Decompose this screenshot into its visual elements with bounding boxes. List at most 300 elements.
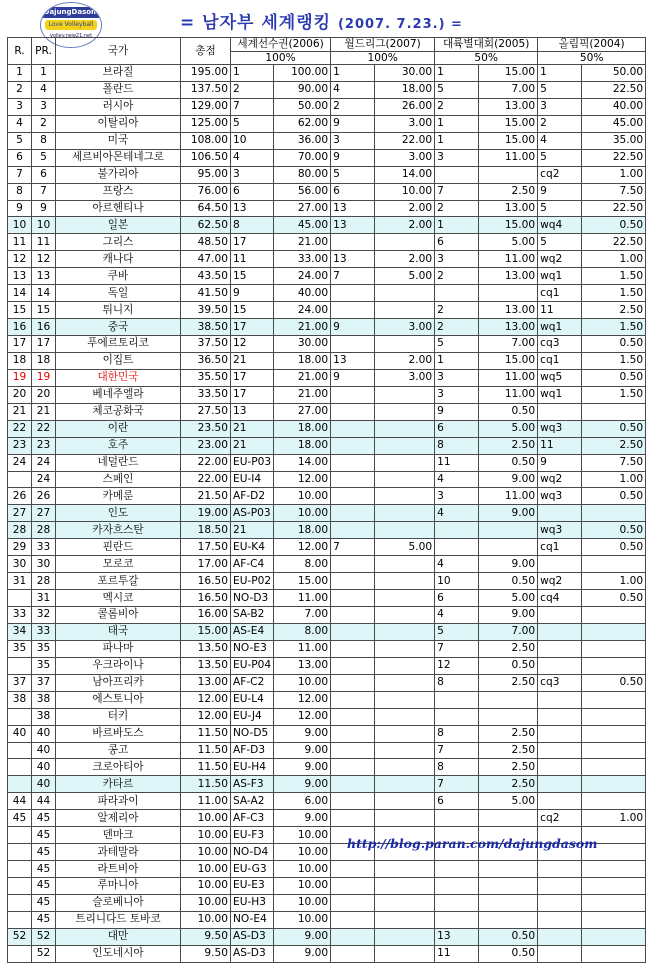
cc-place-cell bbox=[435, 166, 479, 183]
total-points-cell: 37.50 bbox=[181, 336, 231, 353]
og-points-cell: 35.00 bbox=[582, 132, 646, 149]
prev-rank-cell: 38 bbox=[32, 691, 56, 708]
wc-place-cell: 5 bbox=[231, 115, 274, 132]
cc-place-cell: 13 bbox=[435, 928, 479, 945]
wl-points-cell bbox=[375, 742, 435, 759]
ranking-table-body bbox=[8, 65, 646, 963]
wc-points-cell: 62.00 bbox=[274, 115, 331, 132]
table-row bbox=[8, 98, 646, 115]
og-points-cell bbox=[582, 928, 646, 945]
wl-place-cell bbox=[331, 471, 375, 488]
wc-points-cell: 100.00 bbox=[274, 65, 331, 82]
wc-place-cell: 17 bbox=[231, 319, 274, 336]
og-points-cell bbox=[582, 691, 646, 708]
wl-points-cell: 2.00 bbox=[375, 217, 435, 234]
wc-points-cell: 18.00 bbox=[274, 420, 331, 437]
og-place-cell: wq2 bbox=[538, 573, 582, 590]
wc-place-cell: AF-D2 bbox=[231, 488, 274, 505]
wc-place-cell: EU-P04 bbox=[231, 657, 274, 674]
prev-rank-cell: 44 bbox=[32, 793, 56, 810]
cc-place-cell bbox=[435, 691, 479, 708]
wl-place-cell bbox=[331, 793, 375, 810]
wc-place-cell: NO-E3 bbox=[231, 640, 274, 657]
cc-points-cell: 2.50 bbox=[479, 437, 538, 454]
table-row bbox=[8, 302, 646, 319]
wc-points-cell: 24.00 bbox=[274, 302, 331, 319]
table-row bbox=[8, 217, 646, 234]
wl-points-cell bbox=[375, 386, 435, 403]
total-points-cell: 125.00 bbox=[181, 115, 231, 132]
wl-points-cell: 2.00 bbox=[375, 352, 435, 369]
og-points-cell: 0.50 bbox=[582, 674, 646, 691]
og-points-cell: 22.50 bbox=[582, 200, 646, 217]
cc-points-cell: 0.50 bbox=[479, 403, 538, 420]
country-cell: 튀니지 bbox=[56, 302, 181, 319]
cc-points-cell: 15.00 bbox=[479, 217, 538, 234]
cc-place-cell: 3 bbox=[435, 386, 479, 403]
cc-place-cell: 1 bbox=[435, 352, 479, 369]
table-row bbox=[8, 640, 646, 657]
og-place-cell: cq3 bbox=[538, 336, 582, 353]
total-points-cell: 48.50 bbox=[181, 234, 231, 251]
prev-rank-cell: 24 bbox=[32, 454, 56, 471]
wc-place-cell: 1 bbox=[231, 65, 274, 82]
cc-points-cell: 15.00 bbox=[479, 132, 538, 149]
wc-points-cell: 6.00 bbox=[274, 793, 331, 810]
cc-points-cell bbox=[479, 861, 538, 878]
cc-place-cell bbox=[435, 911, 479, 928]
wl-place-cell bbox=[331, 861, 375, 878]
wl-points-cell: 10.00 bbox=[375, 183, 435, 200]
table-row bbox=[8, 336, 646, 353]
country-cell: 카자흐스탄 bbox=[56, 522, 181, 539]
wc-points-cell: 33.00 bbox=[274, 251, 331, 268]
wc-points-cell: 21.00 bbox=[274, 386, 331, 403]
rank-cell bbox=[8, 945, 32, 962]
wl-place-cell bbox=[331, 336, 375, 353]
wl-place-cell bbox=[331, 911, 375, 928]
og-place-cell bbox=[538, 911, 582, 928]
wc-points-cell: 12.00 bbox=[274, 708, 331, 725]
cc-place-cell: 1 bbox=[435, 132, 479, 149]
cc-points-cell: 0.50 bbox=[479, 945, 538, 962]
cc-place-cell: 9 bbox=[435, 403, 479, 420]
logo-middle-text: Love Volleyball bbox=[45, 20, 97, 30]
wc-place-cell: 17 bbox=[231, 386, 274, 403]
og-place-cell: cq1 bbox=[538, 539, 582, 556]
country-cell: 아르헨티나 bbox=[56, 200, 181, 217]
table-row bbox=[8, 132, 646, 149]
table-row bbox=[8, 454, 646, 471]
wl-points-cell: 3.00 bbox=[375, 369, 435, 386]
wl-place-cell: 1 bbox=[331, 65, 375, 82]
cc-place-cell: 3 bbox=[435, 488, 479, 505]
total-points-cell: 43.50 bbox=[181, 268, 231, 285]
wl-points-cell: 30.00 bbox=[375, 65, 435, 82]
og-place-cell bbox=[538, 623, 582, 640]
header-olympics: 올림픽(2004) bbox=[538, 38, 646, 52]
og-points-cell: 7.50 bbox=[582, 454, 646, 471]
wc-place-cell: EU-E3 bbox=[231, 878, 274, 895]
rank-cell: 16 bbox=[8, 319, 32, 336]
cc-place-cell: 6 bbox=[435, 420, 479, 437]
wc-points-cell: 10.00 bbox=[274, 505, 331, 522]
wl-points-cell bbox=[375, 674, 435, 691]
og-place-cell: wq2 bbox=[538, 471, 582, 488]
og-place-cell bbox=[538, 861, 582, 878]
prev-rank-cell: 52 bbox=[32, 945, 56, 962]
table-row bbox=[8, 674, 646, 691]
og-place-cell: 5 bbox=[538, 234, 582, 251]
wl-place-cell bbox=[331, 573, 375, 590]
wl-place-cell bbox=[331, 691, 375, 708]
og-points-cell: 1.50 bbox=[582, 352, 646, 369]
table-row bbox=[8, 776, 646, 793]
prev-rank-cell: 18 bbox=[32, 352, 56, 369]
prev-rank-cell: 45 bbox=[32, 810, 56, 827]
cc-points-cell: 5.00 bbox=[479, 420, 538, 437]
prev-rank-cell: 7 bbox=[32, 183, 56, 200]
og-place-cell: wq4 bbox=[538, 217, 582, 234]
table-row bbox=[8, 742, 646, 759]
prev-rank-cell: 12 bbox=[32, 251, 56, 268]
country-cell: 베네주엘라 bbox=[56, 386, 181, 403]
og-place-cell: 1 bbox=[538, 65, 582, 82]
rank-cell bbox=[8, 471, 32, 488]
total-points-cell: 21.50 bbox=[181, 488, 231, 505]
country-cell: 프랑스 bbox=[56, 183, 181, 200]
wc-points-cell: 9.00 bbox=[274, 759, 331, 776]
wc-place-cell: 21 bbox=[231, 522, 274, 539]
rank-cell: 8 bbox=[8, 183, 32, 200]
total-points-cell: 62.50 bbox=[181, 217, 231, 234]
prev-rank-cell: 40 bbox=[32, 742, 56, 759]
table-row bbox=[8, 810, 646, 827]
wl-place-cell bbox=[331, 742, 375, 759]
total-points-cell: 10.00 bbox=[181, 827, 231, 844]
rank-cell: 3 bbox=[8, 98, 32, 115]
wl-points-cell bbox=[375, 640, 435, 657]
header-og-weight: 50% bbox=[538, 52, 646, 65]
total-points-cell: 95.00 bbox=[181, 166, 231, 183]
wc-place-cell: NO-E4 bbox=[231, 911, 274, 928]
country-cell: 체코공화국 bbox=[56, 403, 181, 420]
table-row bbox=[8, 691, 646, 708]
prev-rank-cell: 24 bbox=[32, 471, 56, 488]
cc-place-cell: 7 bbox=[435, 742, 479, 759]
cc-points-cell bbox=[479, 810, 538, 827]
wc-points-cell: 40.00 bbox=[274, 285, 331, 302]
prev-rank-cell: 23 bbox=[32, 437, 56, 454]
cc-points-cell: 13.00 bbox=[479, 200, 538, 217]
wc-points-cell: 45.00 bbox=[274, 217, 331, 234]
prev-rank-cell: 17 bbox=[32, 336, 56, 353]
wc-points-cell: 27.00 bbox=[274, 200, 331, 217]
cc-points-cell: 0.50 bbox=[479, 454, 538, 471]
wl-place-cell: 5 bbox=[331, 166, 375, 183]
wc-points-cell: 50.00 bbox=[274, 98, 331, 115]
wc-points-cell: 36.00 bbox=[274, 132, 331, 149]
og-place-cell bbox=[538, 759, 582, 776]
total-points-cell: 17.00 bbox=[181, 556, 231, 573]
cc-place-cell: 8 bbox=[435, 437, 479, 454]
total-points-cell: 33.50 bbox=[181, 386, 231, 403]
wl-points-cell: 22.00 bbox=[375, 132, 435, 149]
total-points-cell: 16.50 bbox=[181, 590, 231, 607]
rank-cell: 29 bbox=[8, 539, 32, 556]
cc-place-cell: 11 bbox=[435, 945, 479, 962]
country-cell: 카타르 bbox=[56, 776, 181, 793]
prev-rank-cell: 16 bbox=[32, 319, 56, 336]
country-cell: 캐나다 bbox=[56, 251, 181, 268]
og-points-cell: 40.00 bbox=[582, 98, 646, 115]
og-place-cell: wq1 bbox=[538, 268, 582, 285]
total-points-cell: 16.50 bbox=[181, 573, 231, 590]
table-row bbox=[8, 928, 646, 945]
country-cell: 브라질 bbox=[56, 65, 181, 82]
og-place-cell bbox=[538, 607, 582, 624]
prev-rank-cell: 37 bbox=[32, 674, 56, 691]
wl-place-cell bbox=[331, 810, 375, 827]
country-cell: 쿠바 bbox=[56, 268, 181, 285]
cc-place-cell: 2 bbox=[435, 200, 479, 217]
og-points-cell: 0.50 bbox=[582, 488, 646, 505]
table-row bbox=[8, 369, 646, 386]
country-cell: 중국 bbox=[56, 319, 181, 336]
cc-points-cell: 7.00 bbox=[479, 81, 538, 98]
wc-place-cell: AS-D3 bbox=[231, 945, 274, 962]
wl-place-cell: 9 bbox=[331, 319, 375, 336]
total-points-cell: 10.00 bbox=[181, 844, 231, 861]
country-cell: 크로아티아 bbox=[56, 759, 181, 776]
cc-points-cell: 0.50 bbox=[479, 657, 538, 674]
rank-cell: 40 bbox=[8, 725, 32, 742]
og-points-cell bbox=[582, 657, 646, 674]
ranking-table bbox=[7, 37, 646, 963]
wc-points-cell: 56.00 bbox=[274, 183, 331, 200]
table-row bbox=[8, 149, 646, 166]
wl-points-cell bbox=[375, 234, 435, 251]
wc-place-cell: 2 bbox=[231, 81, 274, 98]
wc-place-cell: 15 bbox=[231, 302, 274, 319]
wl-place-cell bbox=[331, 285, 375, 302]
wl-place-cell: 13 bbox=[331, 217, 375, 234]
wc-place-cell: 4 bbox=[231, 149, 274, 166]
table-row bbox=[8, 861, 646, 878]
table-row bbox=[8, 471, 646, 488]
wl-points-cell bbox=[375, 590, 435, 607]
wl-place-cell bbox=[331, 522, 375, 539]
header-rank: R. bbox=[8, 38, 32, 65]
cc-place-cell: 4 bbox=[435, 556, 479, 573]
rank-cell: 13 bbox=[8, 268, 32, 285]
rank-cell: 18 bbox=[8, 352, 32, 369]
cc-points-cell: 11.00 bbox=[479, 386, 538, 403]
og-points-cell bbox=[582, 911, 646, 928]
country-cell: 슬로베니아 bbox=[56, 894, 181, 911]
header-total: 총점 bbox=[181, 38, 231, 65]
cc-points-cell: 15.00 bbox=[479, 65, 538, 82]
rank-cell: 52 bbox=[8, 928, 32, 945]
wl-points-cell bbox=[375, 454, 435, 471]
og-points-cell: 2.50 bbox=[582, 302, 646, 319]
country-cell: 인도네시아 bbox=[56, 945, 181, 962]
wc-place-cell: 21 bbox=[231, 437, 274, 454]
og-place-cell bbox=[538, 556, 582, 573]
total-points-cell: 23.00 bbox=[181, 437, 231, 454]
wc-place-cell: NO-D3 bbox=[231, 590, 274, 607]
wl-place-cell bbox=[331, 590, 375, 607]
country-cell: 그리스 bbox=[56, 234, 181, 251]
wl-place-cell bbox=[331, 894, 375, 911]
country-cell: 과테말라 bbox=[56, 844, 181, 861]
wc-place-cell: EU-K4 bbox=[231, 539, 274, 556]
total-points-cell: 76.00 bbox=[181, 183, 231, 200]
total-points-cell: 10.00 bbox=[181, 861, 231, 878]
wc-points-cell: 11.00 bbox=[274, 590, 331, 607]
wl-place-cell bbox=[331, 386, 375, 403]
rank-cell: 24 bbox=[8, 454, 32, 471]
rank-cell: 30 bbox=[8, 556, 32, 573]
country-cell: 우크라이나 bbox=[56, 657, 181, 674]
rank-cell: 23 bbox=[8, 437, 32, 454]
og-points-cell: 1.00 bbox=[582, 471, 646, 488]
rank-cell: 7 bbox=[8, 166, 32, 183]
rank-cell: 31 bbox=[8, 573, 32, 590]
table-row bbox=[8, 115, 646, 132]
wl-points-cell bbox=[375, 793, 435, 810]
cc-points-cell: 7.00 bbox=[479, 336, 538, 353]
wc-points-cell: 8.00 bbox=[274, 556, 331, 573]
cc-place-cell: 5 bbox=[435, 336, 479, 353]
logo-top-text: DajungDasom bbox=[41, 7, 101, 18]
wl-points-cell bbox=[375, 437, 435, 454]
table-row bbox=[8, 437, 646, 454]
wc-points-cell: 9.00 bbox=[274, 945, 331, 962]
og-place-cell bbox=[538, 776, 582, 793]
wl-place-cell: 9 bbox=[331, 369, 375, 386]
og-place-cell bbox=[538, 505, 582, 522]
wl-place-cell bbox=[331, 759, 375, 776]
wc-points-cell: 9.00 bbox=[274, 928, 331, 945]
rank-cell: 28 bbox=[8, 522, 32, 539]
rank-cell: 26 bbox=[8, 488, 32, 505]
total-points-cell: 27.50 bbox=[181, 403, 231, 420]
cc-points-cell: 0.50 bbox=[479, 573, 538, 590]
wc-place-cell: 17 bbox=[231, 234, 274, 251]
rank-cell: 22 bbox=[8, 420, 32, 437]
prev-rank-cell: 15 bbox=[32, 302, 56, 319]
cc-place-cell: 3 bbox=[435, 369, 479, 386]
og-points-cell bbox=[582, 878, 646, 895]
country-cell: 네덜란드 bbox=[56, 454, 181, 471]
country-cell: 알제리아 bbox=[56, 810, 181, 827]
og-points-cell: 1.00 bbox=[582, 166, 646, 183]
header-country: 국가 bbox=[56, 38, 181, 65]
total-points-cell: 15.00 bbox=[181, 623, 231, 640]
cc-place-cell: 6 bbox=[435, 234, 479, 251]
prev-rank-cell: 28 bbox=[32, 573, 56, 590]
cc-place-cell bbox=[435, 894, 479, 911]
rank-cell: 10 bbox=[8, 217, 32, 234]
wl-points-cell: 3.00 bbox=[375, 149, 435, 166]
rank-cell: 21 bbox=[8, 403, 32, 420]
og-place-cell bbox=[538, 403, 582, 420]
og-place-cell bbox=[538, 945, 582, 962]
country-cell: 멕시코 bbox=[56, 590, 181, 607]
og-points-cell bbox=[582, 759, 646, 776]
rank-cell bbox=[8, 759, 32, 776]
prev-rank-cell: 1 bbox=[32, 65, 56, 82]
prev-rank-cell: 45 bbox=[32, 844, 56, 861]
wc-points-cell: 15.00 bbox=[274, 573, 331, 590]
og-place-cell: wq1 bbox=[538, 319, 582, 336]
wc-points-cell: 10.00 bbox=[274, 894, 331, 911]
cc-points-cell: 2.50 bbox=[479, 725, 538, 742]
cc-place-cell: 4 bbox=[435, 505, 479, 522]
rank-cell bbox=[8, 742, 32, 759]
total-points-cell: 39.50 bbox=[181, 302, 231, 319]
cc-place-cell: 4 bbox=[435, 471, 479, 488]
wl-points-cell bbox=[375, 691, 435, 708]
cc-points-cell: 15.00 bbox=[479, 115, 538, 132]
prev-rank-cell: 45 bbox=[32, 911, 56, 928]
wl-place-cell: 3 bbox=[331, 132, 375, 149]
header-world-championship: 세계선수권(2006) bbox=[231, 38, 331, 52]
table-row bbox=[8, 166, 646, 183]
og-points-cell: 50.00 bbox=[582, 65, 646, 82]
cc-place-cell bbox=[435, 861, 479, 878]
country-cell: 대만 bbox=[56, 928, 181, 945]
wc-points-cell: 18.00 bbox=[274, 522, 331, 539]
wc-place-cell: SA-B2 bbox=[231, 607, 274, 624]
cc-points-cell: 2.50 bbox=[479, 742, 538, 759]
cc-place-cell: 3 bbox=[435, 149, 479, 166]
country-cell: 루마니아 bbox=[56, 878, 181, 895]
country-cell: 콜롬비아 bbox=[56, 607, 181, 624]
wc-points-cell: 10.00 bbox=[274, 861, 331, 878]
wl-place-cell bbox=[331, 657, 375, 674]
rank-cell: 17 bbox=[8, 336, 32, 353]
cc-points-cell: 11.00 bbox=[479, 369, 538, 386]
wl-points-cell bbox=[375, 725, 435, 742]
cc-points-cell: 11.00 bbox=[479, 149, 538, 166]
cc-points-cell: 13.00 bbox=[479, 268, 538, 285]
header-wl-weight: 100% bbox=[331, 52, 435, 65]
wc-points-cell: 70.00 bbox=[274, 149, 331, 166]
wl-points-cell bbox=[375, 776, 435, 793]
country-cell: 덴마크 bbox=[56, 827, 181, 844]
country-cell: 이탈리아 bbox=[56, 115, 181, 132]
wc-points-cell: 10.00 bbox=[274, 488, 331, 505]
cc-place-cell: 7 bbox=[435, 640, 479, 657]
cc-points-cell bbox=[479, 691, 538, 708]
cc-place-cell: 2 bbox=[435, 302, 479, 319]
prev-rank-cell: 52 bbox=[32, 928, 56, 945]
wl-place-cell bbox=[331, 708, 375, 725]
wl-points-cell bbox=[375, 928, 435, 945]
wl-points-cell bbox=[375, 945, 435, 962]
wc-place-cell: 6 bbox=[231, 183, 274, 200]
wl-place-cell bbox=[331, 623, 375, 640]
wl-place-cell: 13 bbox=[331, 251, 375, 268]
total-points-cell: 10.00 bbox=[181, 878, 231, 895]
wc-place-cell: AF-D3 bbox=[231, 742, 274, 759]
country-cell: 포르투갈 bbox=[56, 573, 181, 590]
wc-points-cell: 18.00 bbox=[274, 437, 331, 454]
og-place-cell: 5 bbox=[538, 81, 582, 98]
wl-place-cell bbox=[331, 488, 375, 505]
